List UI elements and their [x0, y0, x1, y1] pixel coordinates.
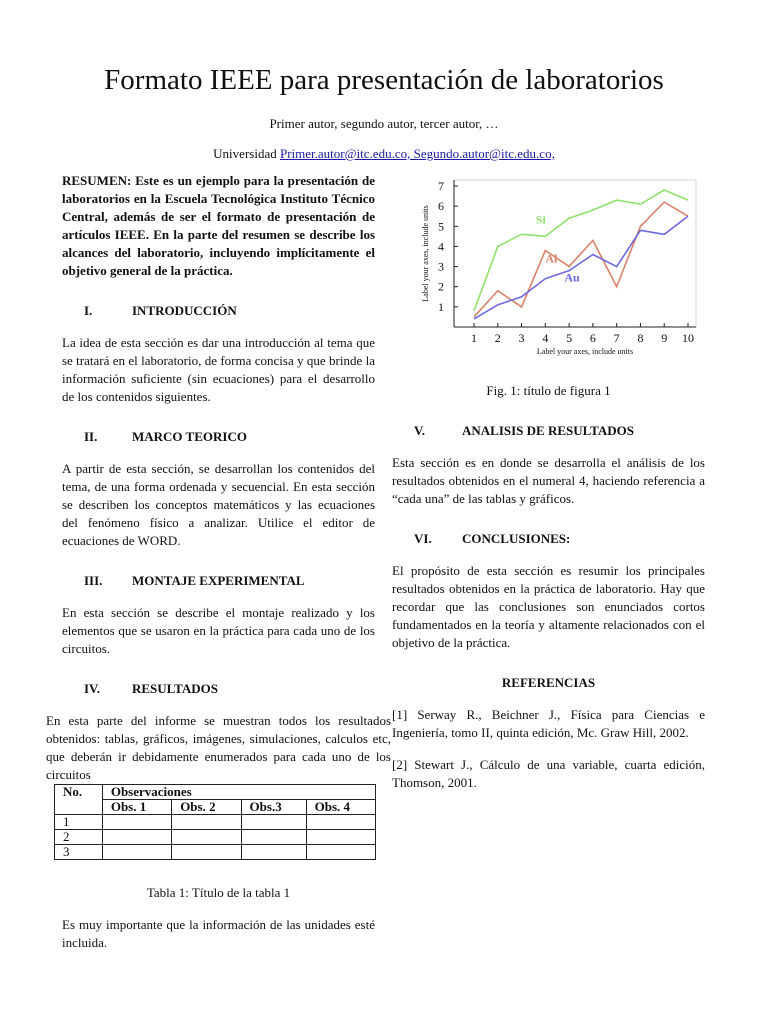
series-label-si: Si: [535, 212, 546, 227]
author-list: Primer autor, segundo autor, tercer autor, …: [269, 116, 499, 131]
table-cell: [102, 830, 171, 845]
section-number: IV.: [84, 681, 101, 696]
table-cell: [172, 830, 241, 845]
table-caption: Tabla 1: Título de la tabla 1: [146, 885, 291, 900]
section-number: I.: [84, 303, 93, 318]
table-column-header: Obs.3: [241, 800, 306, 815]
line-chart: [392, 172, 705, 362]
section-title: ANALISIS DE RESULTADOS: [462, 423, 634, 438]
table-row: [55, 815, 376, 830]
left-column: [46, 172, 391, 952]
table-row-number: 1: [55, 815, 103, 830]
table-column-header: Obs. 2: [172, 800, 241, 815]
figure-caption: Fig. 1: título de figura 1: [486, 383, 611, 398]
x-tick-label: 10: [682, 331, 694, 345]
table-header-observaciones: Observaciones: [102, 785, 375, 800]
section-body-analisis: Esta sección es en donde se desarrolla el análisis de los resultados obtenidos en el numeral 4, haciendo referencia a “cada una” de las tablas y gráficos.: [392, 455, 705, 506]
x-tick-label: 7: [613, 331, 620, 345]
section-heading-resultados: [62, 680, 375, 698]
x-tick-label: 5: [566, 331, 573, 345]
plot-area: [454, 180, 696, 327]
section-number: II.: [84, 429, 98, 444]
table-cell: [306, 830, 375, 845]
y-tick-label: 7: [438, 179, 444, 193]
x-tick-label: 1: [471, 331, 477, 345]
table-cell: [172, 815, 241, 830]
section-body-resultados: En esta parte del informe se muestran todos los resultados obtenidos: tablas, gráficos, imágenes, simulaciones, calculos etc, que deberán ir debidamente enumerados para cada uno de los circuitos: [46, 713, 391, 782]
table-row: [55, 830, 376, 845]
table-row: [55, 845, 376, 860]
reference-item: [1] Serway R., Beichner J., Física para Ciencias e Ingeniería, tomo II, quinta edición, Mc. Graw Hill, 2002.: [392, 707, 705, 740]
table-cell: [102, 845, 171, 860]
page-title: Formato IEEE para presentación de laboratorios: [104, 64, 664, 96]
y-tick-label: 3: [438, 259, 444, 274]
x-axis-label: Label your axes, include units: [536, 347, 634, 356]
section-title: MARCO TEORICO: [132, 429, 247, 444]
table-cell: [241, 815, 306, 830]
section-heading-montaje: [62, 572, 375, 590]
section-body-intro: La idea de esta sección es dar una introducción al tema que se tratará en el laboratorio, de forma concisa y que brinde la información suficiente (sin ecuaciones) para el desarrollo de los contenidos siguientes.: [62, 335, 375, 404]
x-tick-label: 6: [589, 331, 596, 345]
author-emails-link[interactable]: Primer.autor@itc.edu.co, Segundo.autor@itc.edu.co,: [279, 146, 555, 161]
table-cell: [241, 830, 306, 845]
table-column-header: Obs. 1: [102, 800, 171, 815]
y-tick-label: 5: [438, 219, 444, 234]
x-tick-label: 2: [494, 331, 501, 345]
x-tick-label: 8: [637, 331, 644, 345]
table-cell: [172, 845, 241, 860]
x-tick-label: 9: [661, 331, 668, 345]
y-tick-label: 1: [438, 299, 444, 314]
section-body-marco: A partir de esta sección, se desarrollan los contenidos del tema, de una forma ordenada y secuencial. En esta sección se describen los conceptos matemáticos y las ecuaciones del fenómeno físico a analizar. Utilice el editor de ecuaciones de WORD.: [62, 461, 375, 548]
units-note: Es muy importante que la información de las unidades esté incluida.: [62, 917, 375, 950]
table-header-no: No.: [55, 785, 103, 815]
results-table: [54, 784, 376, 860]
section-title: MONTAJE EXPERIMENTAL: [132, 573, 305, 588]
section-title: INTRODUCCIÓN: [132, 303, 237, 318]
table-cell: [241, 845, 306, 860]
series-label-al: Al: [545, 251, 558, 266]
table-row-number: 3: [55, 845, 103, 860]
section-title: CONCLUSIONES:: [462, 531, 571, 546]
figure-1: [392, 172, 705, 362]
section-heading-conclusiones: [392, 530, 705, 548]
y-tick-label: 2: [438, 279, 444, 294]
section-body-montaje: En esta sección se describe el montaje realizado y los elementos que se usaron en la práctica para cada uno de los circuitos.: [62, 605, 375, 656]
affiliation: [0, 146, 768, 162]
table-column-header: Obs. 4: [306, 800, 375, 815]
right-column: [392, 172, 705, 806]
section-number: V.: [414, 423, 425, 438]
table-cell: [102, 815, 171, 830]
section-title: RESULTADOS: [132, 681, 218, 696]
y-axis-label: Label your axes, include units: [421, 205, 430, 302]
references-heading: REFERENCIAS: [501, 675, 596, 690]
table-cell: [306, 845, 375, 860]
series-label-au: Au: [564, 270, 580, 285]
section-heading-intro: [62, 302, 375, 320]
section-number: VI.: [414, 531, 432, 546]
section-heading-analisis: [392, 422, 705, 440]
section-number: III.: [84, 573, 103, 588]
abstract: RESUMEN: Este es un ejemplo para la presentación de laboratorios en la Escuela Tecnológica Instituto Técnico Central, además de ser el formato de presentación de artículos IEEE. En la parte del resumen se describe los alcances del laboratorio, incluyendo implícitamente el objetivo general de la práctica.: [62, 173, 375, 278]
reference-item: [2] Stewart J., Cálculo de una variable, cuarta edición, Thomson, 2001.: [392, 757, 705, 790]
affiliation-prefix: Universidad: [213, 146, 277, 161]
y-tick-label: 4: [438, 239, 444, 254]
table-cell: [306, 815, 375, 830]
section-body-conclusiones: El propósito de esta sección es resumir los principales resultados obtenidos en la práctica de laboratorio. Hay que recordar que las conclusiones son enunciados cortos fundamentados en la teoría y altamente relacionados con el objetivo de la práctica.: [392, 563, 705, 650]
x-tick-label: 4: [542, 331, 549, 345]
table-row-number: 2: [55, 830, 103, 845]
x-tick-label: 3: [518, 331, 525, 345]
y-tick-label: 6: [438, 199, 444, 214]
section-heading-marco: [62, 428, 375, 446]
